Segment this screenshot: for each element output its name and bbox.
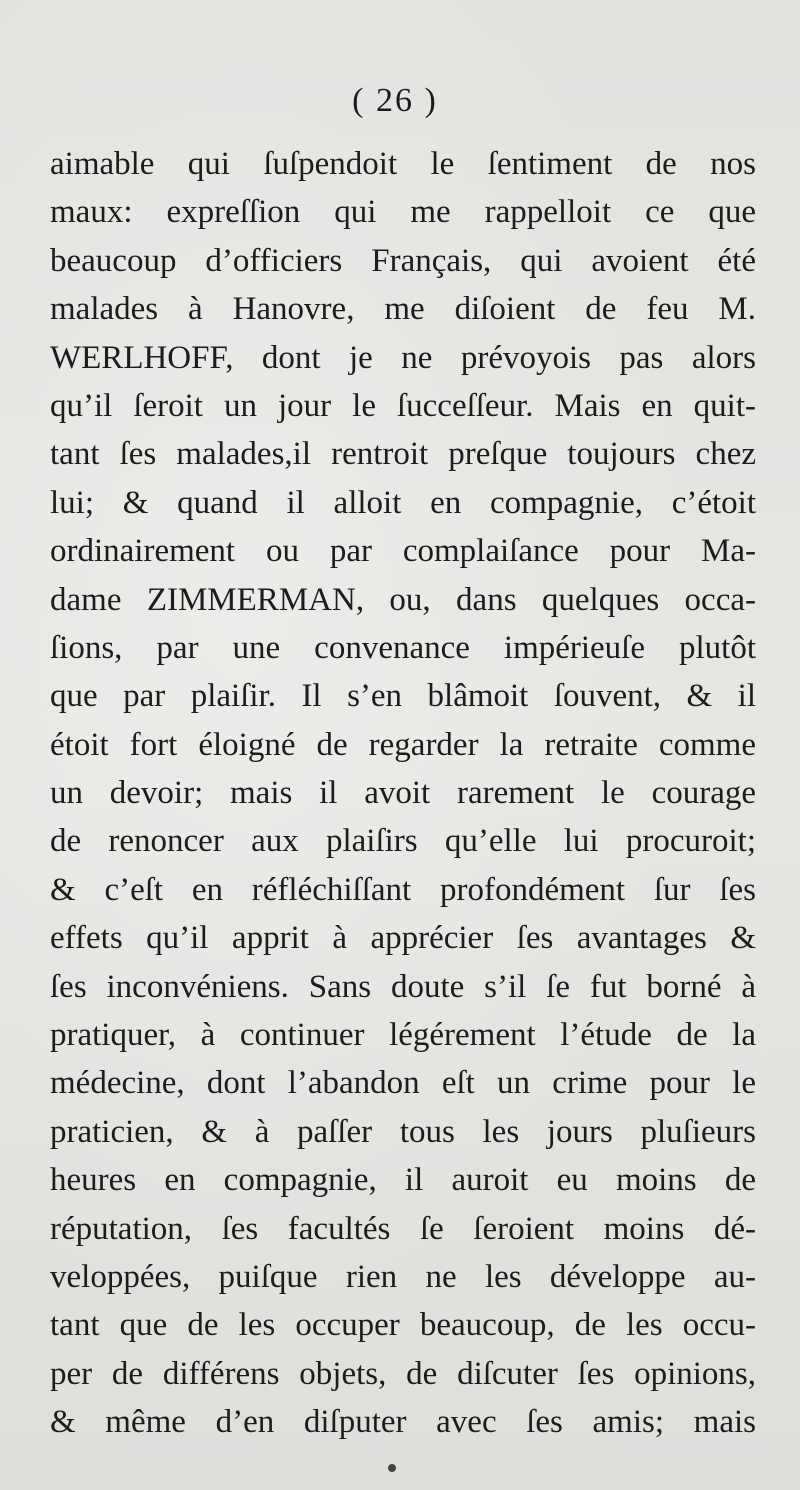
- text-line: pratiquer, à continuer légérement l’étude de la: [50, 1017, 756, 1054]
- text-line: veloppées, puiſque rien ne les développe au-: [50, 1258, 756, 1295]
- text-line: de renoncer aux plaiſirs qu’elle lui procuroit;: [50, 823, 756, 860]
- text-line: malades à Hanovre, me diſoient de feu M.: [50, 291, 756, 328]
- text-line: ordinairement ou par complaiſance pour Ma-: [50, 533, 756, 570]
- text-line: ſes inconvéniens. Sans doute s’il ſe fut borné à: [50, 968, 756, 1005]
- text-line: beaucoup d’officiers Français, qui avoient été: [50, 242, 756, 279]
- text-line: WERLHOFF, dont je ne prévoyois pas alors: [50, 339, 756, 376]
- text-line: praticien, & à paſſer tous les jours pluſieurs: [50, 1113, 756, 1150]
- printer-mark: [388, 1464, 396, 1472]
- text-line: tant que de les occuper beaucoup, de les occu-: [50, 1307, 756, 1344]
- text-line: heures en compagnie, il auroit eu moins de: [50, 1162, 756, 1199]
- text-line: tant ſes malades,il rentroit preſque toujours chez: [50, 436, 756, 473]
- text-line: dame ZIMMERMAN, ou, dans quelques occa-: [50, 581, 756, 618]
- text-line: & c’eſt en réfléchiſſant profondément ſur ſes: [50, 871, 756, 908]
- text-line: & même d’en diſputer avec ſes amis; mais: [50, 1404, 756, 1441]
- text-line: médecine, dont l’abandon eſt un crime pour le: [50, 1065, 756, 1102]
- text-line: qu’il ſeroit un jour le ſucceſſeur. Mais en quit-: [50, 387, 756, 424]
- text-line: lui; & quand il alloit en compagnie, c’étoit: [50, 484, 756, 521]
- text-line: ſions, par une convenance impérieuſe plutôt: [50, 629, 756, 666]
- page-number: ( 26 ): [352, 82, 438, 119]
- text-line: per de différens objets, de diſcuter ſes opinions,: [50, 1355, 756, 1392]
- body-text: [50, 140, 756, 1447]
- text-line: réputation, ſes facultés ſe ſeroient moins dé-: [50, 1210, 756, 1247]
- text-line: maux: expreſſion qui me rappelloit ce que: [50, 194, 756, 231]
- text-line: que par plaiſir. Il s’en blâmoit ſouvent, & il: [50, 678, 756, 715]
- text-line: aimable qui ſuſpendoit le ſentiment de nos: [50, 146, 756, 182]
- text-line: un devoir; mais il avoit rarement le courage: [50, 775, 756, 812]
- text-line: effets qu’il apprit à apprécier ſes avantages &: [50, 920, 756, 957]
- text-line: étoit fort éloigné de regarder la retraite comme: [50, 726, 756, 763]
